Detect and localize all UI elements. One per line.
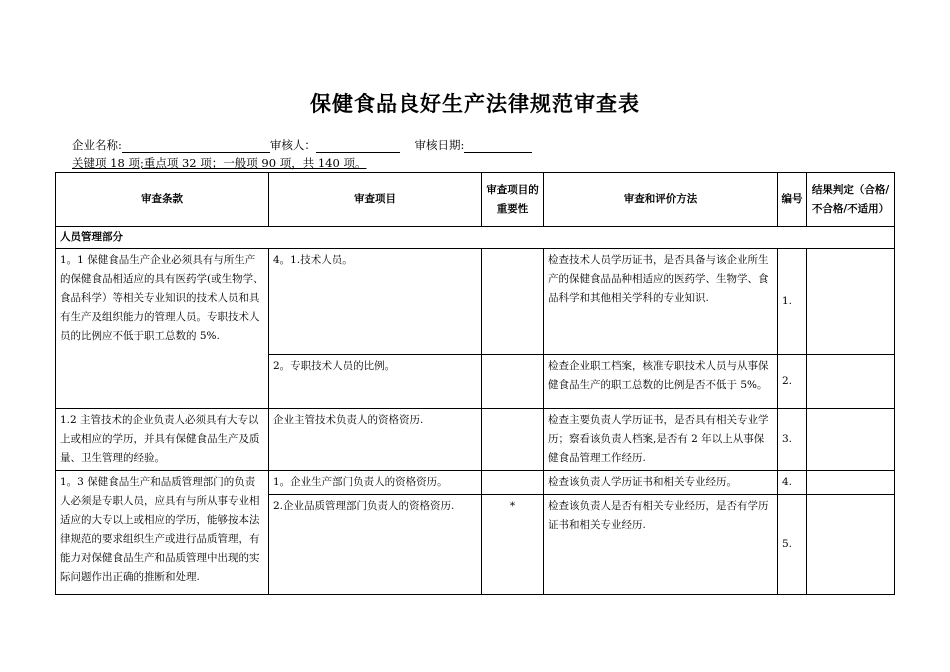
table-row [56, 471, 895, 495]
header-number: 编号 [778, 173, 807, 227]
clause-cell: 1.2 主管技术的企业负责人必须具有大专以上或相应的学历，并具有保健食品生产及质量、卫生管理的经验。 [56, 409, 269, 471]
review-table [55, 172, 895, 595]
number-cell: 5. [778, 495, 807, 595]
importance-cell[interactable] [482, 471, 544, 495]
item-cell: 4。1.技术人员。 [269, 249, 482, 355]
header-clause: 审查条款 [56, 173, 269, 227]
page-title: 保健食品良好生产法律规范审查表 [310, 92, 640, 116]
number-cell: 1. [778, 249, 807, 355]
number-cell: 2. [778, 355, 807, 409]
item-count-summary [72, 155, 366, 171]
importance-cell[interactable] [482, 249, 544, 355]
item-cell: 2.企业品质管理部门负责人的资格资历. [269, 495, 482, 595]
number-cell: 4. [778, 471, 807, 495]
importance-cell[interactable] [482, 355, 544, 409]
header-item: 审查项目 [269, 173, 482, 227]
result-cell[interactable] [807, 495, 895, 595]
table-header-row [56, 173, 895, 227]
form-header-fields [72, 137, 532, 153]
number-cell: 3. [778, 409, 807, 471]
header-method: 审查和评价方法 [544, 173, 778, 227]
clause-cell: 1。1 保健食品生产企业必须具有与所生产的保健食品相适应的具有医药学(或生物学、食品科学）等相关专业知识的技术人员和具有生产及组织能力的管理人员。专职技术人员的比例应不低于职工总数的 5%. [56, 249, 269, 409]
reviewer-field[interactable] [316, 140, 400, 153]
method-cell: 检查技术人员学历证书，是否具备与该企业所生产的保健食品品种相适应的医药学、生物学、食品科学和其他相关学科的专业知识. [544, 249, 778, 355]
summary-text: 关键项 18 项;重点项 32 项；一般项 90 项，共 140 项。 [72, 156, 367, 170]
table-row [56, 249, 895, 355]
method-cell: 检查主要负责人学历证书，是否具有相关专业学历；察看该负责人档案,是否有 2 年以上从事保健食品管理工作经历. [544, 409, 778, 471]
result-cell[interactable] [807, 355, 895, 409]
section-title: 人员管理部分 [56, 227, 895, 249]
method-cell: 检查该负责人是否有相关专业经历，是否有学历证书和相关专业经历. [544, 495, 778, 595]
table-row [56, 409, 895, 471]
item-cell: 1。企业生产部门负责人的资格资历。 [269, 471, 482, 495]
item-cell: 2。专职技术人员的比例。 [269, 355, 482, 409]
review-date-label: 审核日期: [414, 138, 465, 152]
importance-cell: * [482, 495, 544, 595]
company-name-field[interactable] [122, 140, 270, 153]
clause-cell: 1。3 保健食品生产和品质管理部门的负责人必须是专职人员，应具有与所从事专业相适应的大专以上或相应的学历，能够按本法律规范的要求组织生产或进行品质管理，有能力对保健食品生产和品质管理中出现的实际问题作出正确的推断和处理. [56, 471, 269, 595]
result-cell[interactable] [807, 249, 895, 355]
company-name-label: 企业名称: [72, 138, 122, 152]
header-result: 结果判定（合格/不合格/不适用） [807, 173, 895, 227]
method-cell: 检查该负责人学历证书和相关专业经历。 [544, 471, 778, 495]
item-cell: 企业主管技术负责人的资格资历. [269, 409, 482, 471]
section-row [56, 227, 895, 249]
reviewer-label: 审核人： [269, 138, 316, 152]
importance-cell[interactable] [482, 409, 544, 471]
method-cell: 检查企业职工档案，核准专职技术人员与从事保健食品生产的职工总数的比例是否不低于 5%。 [544, 355, 778, 409]
review-date-field[interactable] [464, 140, 532, 153]
result-cell[interactable] [807, 471, 895, 495]
header-importance: 审查项目的重要性 [482, 173, 544, 227]
result-cell[interactable] [807, 409, 895, 471]
